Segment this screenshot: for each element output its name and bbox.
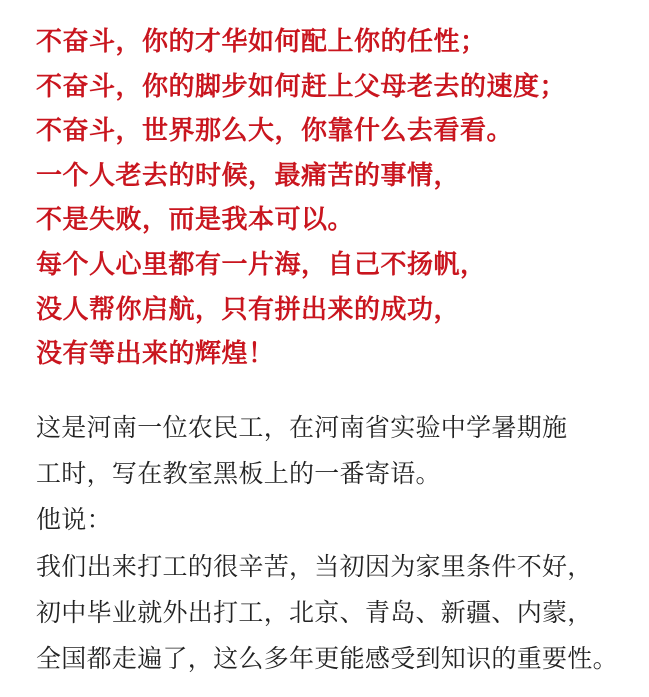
quote-poem bbox=[36, 20, 636, 377]
poem-line: 不是失败，而是我本可以。 bbox=[36, 205, 355, 236]
story-line: 这是河南一位农民工，在河南省实验中学暑期施 bbox=[36, 413, 568, 442]
poem-line: 每个人心里都有一片海，自己不扬帆， bbox=[36, 249, 487, 280]
story-line: 我们出来打工的很辛苦，当初因为家里条件不好， bbox=[36, 551, 593, 581]
story-line: 初中毕业就外出打工，北京、青岛、新疆、内蒙， bbox=[36, 597, 593, 627]
poem-line: 一个人老去的时候，最痛苦的事情， bbox=[36, 160, 461, 191]
story-paragraph bbox=[36, 405, 636, 682]
poem-line: 不奋斗，你的才华如何配上你的任性； bbox=[36, 27, 487, 57]
poem-line: 没人帮你启航，只有拼出来的成功， bbox=[36, 294, 461, 325]
story-line: 他说： bbox=[36, 505, 112, 535]
poem-line: 不奋斗，世界那么大，你靠什么去看看。 bbox=[36, 116, 514, 147]
story-line: 全国都走遍了，这么多年更能感受到知识的重要性。 bbox=[36, 643, 618, 673]
poem-line: 不奋斗，你的脚步如何赶上父母老去的速度； bbox=[36, 71, 567, 102]
poem-line: 没有等出来的辉煌！ bbox=[36, 339, 275, 370]
story-line: 工时，写在教室黑板上的一番寄语。 bbox=[36, 459, 441, 489]
